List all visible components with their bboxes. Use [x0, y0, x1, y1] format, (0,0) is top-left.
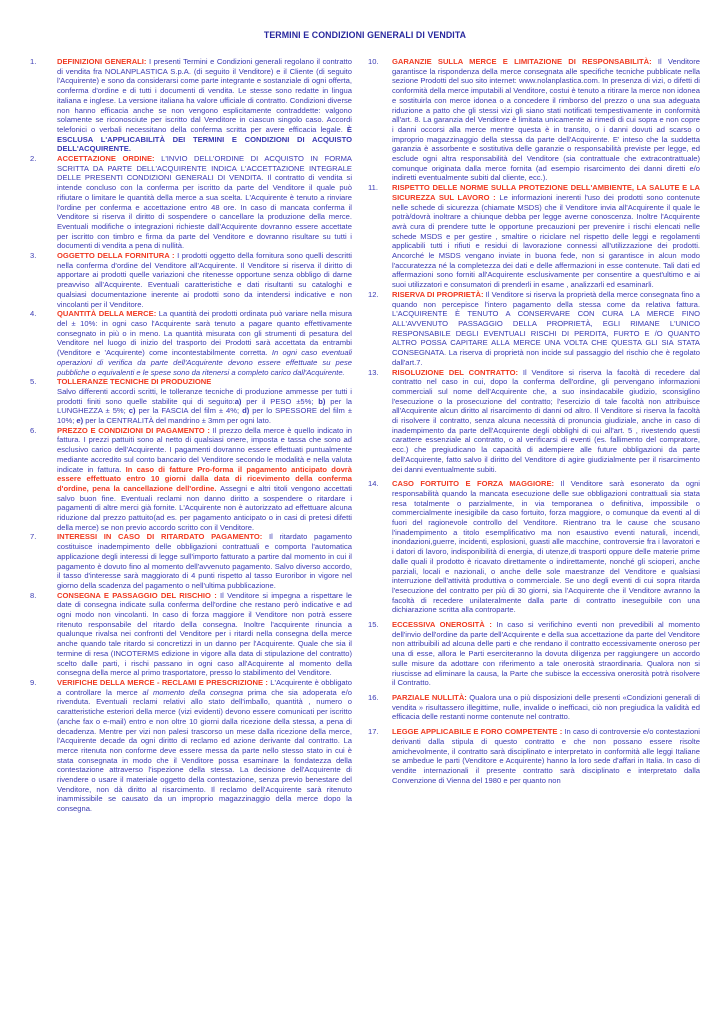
item-text: DEFINIZIONI GENERALI: I presenti Termini e Condizioni generali regolano il contratto di vendita fra NOLANPLASTICA S.p.A. (di seguito il Venditore) e il Cliente (di seguito l'Acquirente) e sono da considerarsi come parte integrante e sostanziale di ogni offerta, conferma d'ordine e di tutti i documenti di vendita. Le stesse sono redatte in lingua italiana e inglese. La versione italiana ha valore ufficiale di contratto. Condizioni diverse non hanno efficacia anche se non vengono esplicitamente contraddette: valgono solamente se riconosciute per iscritto dal Venditore in ciascun singolo caso. Accordi telefonici o verbali necessitano della conferma scritta per avere efficacia legale. È ESCLUSA L'APPLICABILITÀ DEI TERMINI E CONDIZIONI DI ACQUISTO DELL'ACQUIRENTE.	[57, 57, 352, 154]
terms-item	[30, 591, 352, 678]
item-number: 8.	[30, 590, 37, 600]
item-text: ECCESSIVA ONEROSITÀ : In caso si verifichino eventi non prevedibili al momento dell'invio dell'ordine da parte dell'Acquirente e della sua accettazione da parte del Venditore non attribuibili ad alcuna delle parti e che rendano il contratto eccessivamente oneroso per una di esse, allora le Parti eserciteranno la dovuta diligenza per raggiungere un accordo sulle misure da adottare con riferimento a tale onerosità straordinaria. Qualora non si riuscisse ad eliminare la causa, la Parte che subisce la eccessiva onerosità potrà risolvere il Contratto.	[392, 620, 700, 688]
item-number: 2.	[30, 154, 37, 164]
item-number: 16.	[368, 693, 379, 702]
terms-item	[30, 678, 352, 814]
item-text: GARANZIE SULLA MERCE E LIMITAZIONE DI RESPONSABILITÀ: Il Venditore garantisce la rispondenza della merce consegnata alle specifiche tecniche pubblicate nella sezione Prodotti del suo sito internet: www.nolanplastica.com. In presenza di vizi, o difetti di conformità della merce imputabili al Venditore, costui è tenuto a ritirare la merce non idonea e sostituirla con merce idonea o a concedere il rimborso del prezzo o una sua adeguata riduzione a patto che gli stessi vizi gli siano stati notificati tempestivamente in conformità all'art. 8. La garanzia del Venditore è limitata unicamente ai rimedi di cui sopra e non copre i danni occorsi alla merce mentre questa è in transito, o i danni dovuti ad scarso o improprio magazzinaggio della stessa da parte dell'Acquirente. E' inteso che la suddetta garanzia è assorbente e sostitutiva delle garanzie o responsabilità previste per legge, ed esclude ogni altra responsabilità del Venditore (sia contrattuale che extracontrattuale) comunque originata dalla merce fornita (ad esempio risarcimento dei danni diretti e/o indiretti eventualmente subiti dal cliente, ecc.).	[392, 57, 700, 183]
terms-item	[30, 426, 352, 533]
item-number: 14.	[368, 479, 379, 489]
terms-item	[368, 479, 700, 615]
item-text: RISERVA DI PROPRIETÀ: Il Venditore si riserva la proprietà della merce consegnata fino a quando non percepisce l'intero pagamento della stessa come da relativa fattura. L'ACQUIRENTE È TENUTO A CONSERVARE CON CURA LA MERCE FINO ALL'AVVENUTO PASSAGGIO DELLA PROPRIETÀ, EGLI RIMANE L'UNICO RESPONSABILE DEGLI EVENTUALI RISCHI DI PERDITA, FURTO E /O QUANTO ALTRO POSSA CAPITARE ALLA MERCE UNA VOLTA CHE QUESTA GLI SIA STATA CONSEGNATA. La riserva di proprietà non incide sul passaggio del rischio che è regolato dall'art.7.	[392, 289, 700, 367]
terms-item	[30, 154, 352, 251]
column-right	[368, 57, 700, 785]
item-number: 5.	[30, 377, 37, 387]
item-number: 4.	[30, 309, 37, 319]
two-column-layout	[30, 57, 700, 814]
terms-item	[368, 727, 700, 785]
terms-item	[368, 290, 700, 368]
item-text: CONSEGNA E PASSAGGIO DEL RISCHIO : Il Venditore si impegna a rispettare le date di consegna indicate sulla conferma dell'ordine che restano però indicative e ad ogni modo non vincolanti. In caso di forza maggiore il Venditore non potrà essere ritenuto responsabile del ritardo della consegna. Inoltre l'acquirente rinuncia a qualunque rivalsa nei confronti del Venditore per i ritardi nella consegna della merce anche quando tale ritardo si concretizzi in un danno per l'Acquirente. Quale che sia il termine di resa (INCOTERMS edizione in vigore alla data di stipulazione del contratto) scelto dalle parti, i rischi passano in ogni caso all'Acquirente al momento della consegna della merce al primo trasportatore, presso lo stabilimento del Venditore.	[57, 590, 352, 678]
terms-item	[30, 251, 352, 309]
terms-item	[368, 183, 700, 290]
item-text: CASO FORTUITO E FORZA MAGGIORE: Il Venditore sarà esonerato da ogni responsabilità quando la mancata esecuzione delle sue obbligazioni contrattuali sia stata resa totalmente o parzialmente, in via temporanea o definitiva, impossibile o commercialmente inesigibile da caso fortuito, forza maggiore, o comunque da eventi al di fuori del ragionevole controllo del Venditore. Rientrano tra le cause che scusano l'inadempimento a titolo esemplificativo ma non esaustivo eventi naturali, incendi, inondazioni,guerre, incidenti, esplosioni, guasti alle macchine, controversie fra i lavoratori e i datori di lavoro, indisponibilità di energia, di utenze,di trasporti oppure delle materie prime dalle quali il prodotto è ricavato direttamente o indirettamente, nonché gli scioperi, anche parziali, locali e nazionali, o anche delle sole maestranze del Venditore e qualsiasi interruzione dell'attività produttiva o commerciale. Se uno degli eventi di cui sopra ritarda l'esecuzione del contratto per più di 30 giorni, sia l'Acquirente che il Venditore avranno la facoltà di recedere unilateralmente dalla parte di contratto ineseguibile con una dichiarazione scritta alla controparte.	[392, 479, 700, 615]
item-text: INTERESSI IN CASO DI RITARDATO PAGAMENTO: Il ritardato pagamento costituisce inadempimento delle obbligazioni contrattuali e comporta l'automatica applicazione degli interessi di legge sull'importo fatturato a partire dal momento in cui il pagamento è dovuto fino al momento dell'avvenuto pagamento. Salvo diverso accordo, il tasso d'interesse sarà maggiorato di 4 punti rispetto al tasso Euroribor in vigore nel giorno della scadenza del pagamento o nell'ultima pubblicazione.	[57, 532, 352, 590]
terms-item	[368, 620, 700, 688]
item-text: TOLLERANZE TECNICHE DI PRODUZIONE Salvo differenti accordi scritti, le tolleranze tecniche di produzione ammesse per tutti i prodotti finiti sono quelle stabilite qui di seguito:a) per il PESO ±5%; b) per la LUNGHEZZA ± 5%; c) per la FASCIA del film ± 4%; d) per lo SPESSORE del film ± 10%; e) per la CENTRALITÀ del mandrino ± 3mm per ogni lato.	[57, 377, 353, 426]
terms-item	[30, 532, 352, 590]
item-text: RISOLUZIONE DEL CONTRATTO: Il Venditore si riserva la facoltà di recedere dal contratto nel caso in cui, dopo la conferma dell'ordine, gli pervengano informazioni commerciali sul nome dell'Acquirente che, a suo insindacabile giudizio, sconsiglino l'esecuzione o la prosecuzione del contratto; l'esercizio di tale facoltà non attribuisce all'Acquirente alcun diritto al risarcimento di danni od altro. Il Venditore si riserva la facoltà di risolvere il contratto, senza alcuna necessità di pronuncia giudiziale, anche in caso di inadempimento da parte dell'Acquirente degli obblighi di cui all'art. 5 , rivestendo questi carattere essenziale al contratto, o al verificarsi di eventi (es. fallimento del compratore, ecc.) che pregiudicano la capacità di adempiere alle future obbligazioni da parte dell'Acquirente, fatto salvo il diritto del Venditore di agire giudizialmente per il risarcimento dei danni eventualmente subiti.	[392, 367, 700, 474]
item-number: 12.	[368, 289, 379, 299]
item-number: 13.	[368, 367, 379, 377]
page-title: TERMINI E CONDIZIONI GENERALI DI VENDITA	[263, 30, 467, 40]
item-text: PARZIALE NULLITÀ: Qualora una o più disposizioni delle presenti «Condizioni generali di vendita » risultassero illegittime, nulle, invalide o inefficaci, ciò non pregiudica la validità ed efficacia delle restanti norme contenute nel contratto.	[392, 693, 700, 722]
item-text: VERIFICHE DELLA MERCE - RECLAMI E PRESCRIZIONE : L'Acquirente è obbligato a controllare la merce al momento della consegna prima che sia adoperata e/o rivenduta. Eventuali reclami relativi allo stato dell'imballo, quantità , numero o caratteristiche esteriori della merce (vizi evidenti) devono essere comunicati per iscritto (anche fax o e-mail) entro e non oltre 10 giorni dalla ricezione della stessa, a pena di decadenza. Mentre per vizi non palesi trascorso un mese dalla ricezione della merce, l'Acquirente decade da ogni diritto di reclamo ed azione derivante dal contratto. La merce ritenuta non conforme deve essere messa da parte nello stesso stato in cui è stata consegnata in modo che il Venditore possa esaminare la fondatezza della contestazione attraverso l'ispezione della stessa. La decisione dell'Acquirente di rivendere o usare il materiale oggetto della contestazione, senza previo benestare del Venditore, non dà diritto al risarcimento. Il reclamo dell'Acquirente sarà ritenuto inammissibile se causato da un improprio magazzinaggio della merce dopo la consegna.	[57, 678, 352, 814]
column-left	[30, 57, 352, 814]
terms-item	[368, 57, 700, 183]
item-text: OGGETTO DELLA FORNITURA : I prodotti oggetto della fornitura sono quelli descritti nella conferma d'ordine del Venditore all'Acquirente. Il Venditore si riserva il diritto di apportare ai prodotti quelle variazioni che ritenesse opportune senza obbligo di darne preavviso all'Acquirente. Eventuali caratteristiche e dati risultanti su cataloghi e qualsiasi documentazione inerente ai prodotti sono da intendersi indicative e non vincolanti per il Venditore.	[57, 251, 352, 309]
item-text: ACCETTAZIONE ORDINE: L'INVIO DELL'ORDINE DI ACQUISTO IN FORMA SCRITTA DA PARTE DELL'ACQUIRENTE INDICA L'ACCETTAZIONE INTEGRALE DELLE PRESENTI CONDIZIONI GENERALI DI VENDITA. Il contratto di vendita si intende concluso con la conferma per iscritto da parte del Venditore il quale può rifiutare o limitare le quantità della merce a sua scelta. L'Acquirente è tenuto a rinviare l'ordine per conferma e accettazione entro 48 ore. In caso di mancata conferma il Venditore si riserva il diritto di sospendere o cancellare la produzione della merce. Eventuali modifiche o integrazioni richieste dall'Acquirente dovranno essere accettate per iscritto con timbro e firma da parte del Venditore e dovranno risultare su tutti i documenti di vendita a pena di nullità.	[57, 154, 352, 251]
item-number: 11.	[368, 183, 378, 193]
item-number: 17.	[368, 727, 379, 737]
item-number: 15.	[368, 620, 379, 630]
item-number: 10.	[368, 57, 379, 66]
item-number: 1.	[30, 57, 37, 66]
item-text: PREZZO E CONDIZIONI DI PAGAMENTO : Il prezzo della merce è quello indicato in fattura. I prezzi pattuiti sono al netto di qualsiasi onere, imposta e tassa che sono ad esclusivo carico dell'Acquirente. I pagamenti dovranno essere effettuati puntualmente mediante accredito sul conto bancario del Venditore secondo le modalità e nella valuta indicate in fattura. In caso di fatture Pro-forma il pagamento anticipato dovrà essere effettuato entro 10 giorni dalla data di ricevimento della conferma d'ordine, pena la cancellazione dell'ordine. Assegni e altri titoli vengono accettati salvo buon fine. Eventuali reclami non danno diritto a sospendere o ritardare i pagamenti di altre merci già fornite. L'Acquirente non è autorizzato ad effettuare alcuna riduzione dal prezzo pattuito(ad es. per pagamento anticipato o in casi di pretesi difetti della merce) se non previo accordo scritto con il Venditore.	[57, 425, 352, 532]
terms-item	[30, 57, 352, 154]
item-number: 6.	[30, 425, 37, 435]
terms-item	[30, 377, 352, 426]
item-text: LEGGE APPLICABILE E FORO COMPETENTE : In caso di controversie e/o contestazioni derivanti dalla stipula di questo contratto e che non possano essere risolte amichevolmente, il contratto sarà disciplinato e interpretato in conformità alle leggi Italiane se ambedue le parti (Venditore e Acquirente) hanno la loro sede d'affari in Italia. In caso di vendite internazionali il presente contratto sarà disciplinato e interpretato dalla Convenzione di Vienna del 1980 e per quanto non	[392, 727, 700, 785]
terms-item	[368, 368, 700, 475]
terms-item	[368, 693, 700, 722]
item-text: RISPETTO DELLE NORME SULLA PROTEZIONE DELL'AMBIENTE, LA SALUTE E LA SICUREZZA SUL LAVORO : Le informazioni inerenti l'uso dei prodotti sono contenute nelle schede di sicurezza (chiamate MSDS) che il Venditore invia all'Acquirente il quale le potrà/dovrà inoltrare a chiunque debba per legge averne conoscenza. Inoltre l'Acquirente avrà cura di prendere tutte le opportune precauzioni per prevenire i rischi elencati nelle schede MSDS e per gestire , smaltire o riciclare nel rispetto delle leggi e regolamenti applicabili tutti i rifiuti e residui di lavorazione connessi all'utilizzazione dei prodotti. Ancorché le MSDS vengano inviate in buona fede, non si garantisce in alcun modo l'accuratezza né la completezza dei dati e delle affermazioni in esse contenute. Tali dati ed affermazioni sono forniti all'Acquirente esclusivamente per consentire a quest'ultimo e ai suoi utilizzatori e consumatori di prenderli in esame , analizzarli ed esaminarli.	[392, 183, 700, 290]
terms-item	[30, 309, 352, 377]
item-number: 7.	[30, 532, 37, 542]
item-number: 3.	[30, 251, 37, 261]
item-number: 9.	[30, 678, 37, 687]
item-text: QUANTITÀ DELLA MERCE: La quantità dei prodotti ordinata può variare nella misura del ± 10%: in ogni caso l'Acquirente sarà tenuto a pagare quanto effettivamente consegnato in più o in meno. La quantità misurata con gli strumenti di pesatura del Venditore nel luogo di inizio del trasporto dei Prodotti sarà accettata da entrambi (Venditore e 'Acquirente) come incontestabilmente corretta. In ogni caso eventuali operazioni di verifica da parte dell'Acquirente devono essere effettuate su pese pubbliche o equivalenti e le spese sono da ritenersi a completo carico dall'Acquirente.	[57, 309, 352, 377]
